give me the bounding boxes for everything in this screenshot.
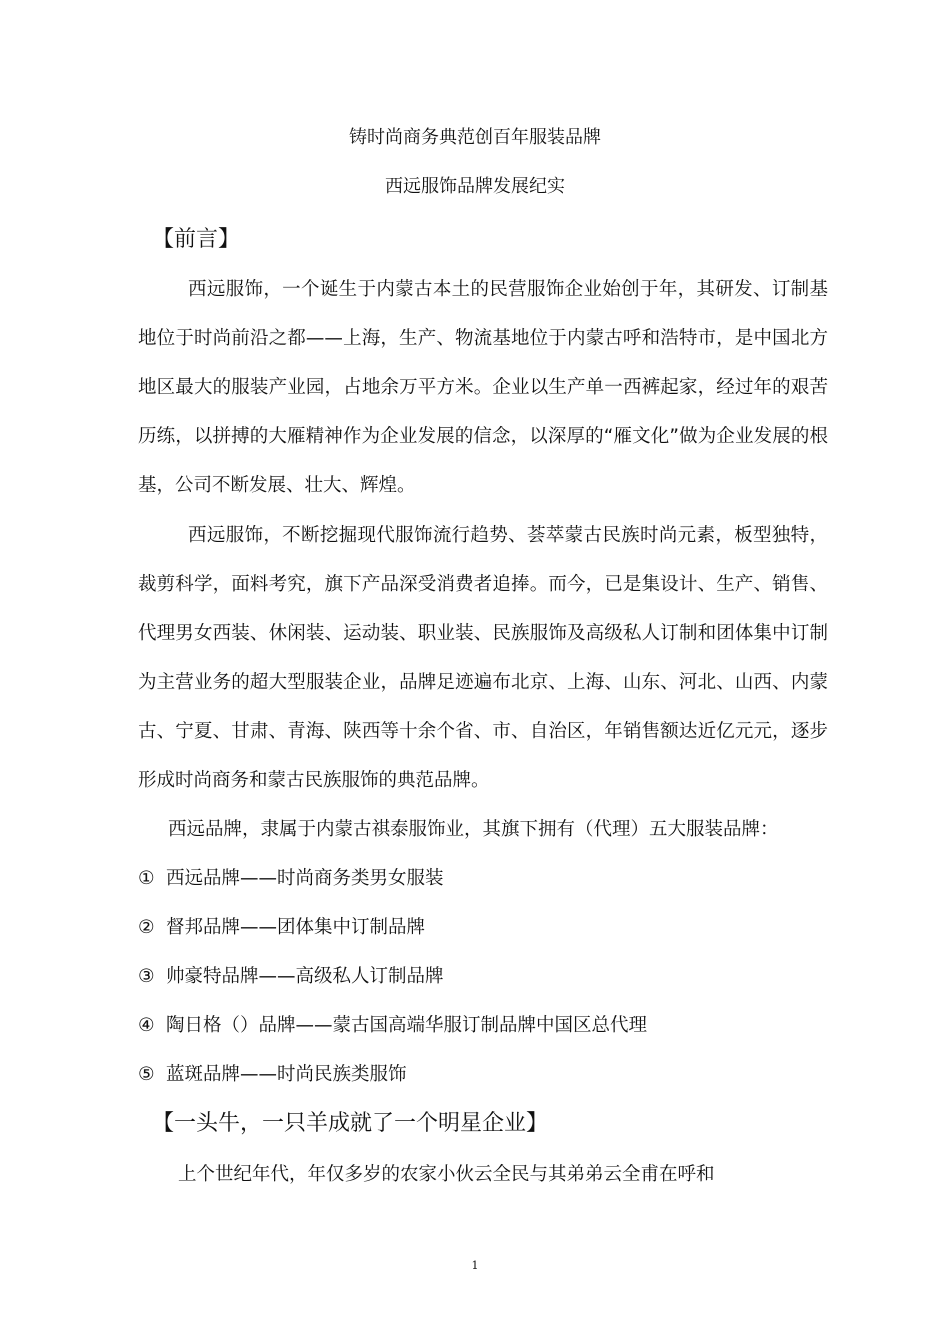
page-number: 1 (471, 1259, 479, 1272)
brand-list-item (138, 854, 828, 903)
brand-text: 帅豪特品牌——高级私人订制品牌 (166, 966, 444, 987)
brand-list (138, 854, 828, 1099)
section-heading-story: 【一头牛，一只羊成就了一个明星企业】 (152, 1111, 549, 1136)
brand-number: ⑤ (138, 1064, 155, 1085)
paragraph-history: 上个世纪年代，年仅多岁的农家小伙云全民与其弟弟云全甫在呼和 (178, 1164, 715, 1185)
document-title: 铸时尚商务典范创百年服装品牌 (349, 127, 601, 148)
paragraph-intro: 西远服饰，一个诞生于内蒙古本土的民营服饰企业始创于年，其研发、订制基地位于时尚前沿之都——上海，生产、物流基地位于内蒙古呼和浩特市，是中国北方地区最大的服装产业园，占地余万平方米。企业以生产单一西裤起家，经过年的艰苦历练，以拼搏的大雁精神作为企业发展的信念，以深厚的“雁文化”做为企业发展的根基，公司不断发展、壮大、辉煌。 (138, 279, 828, 496)
brand-text: 督邦品牌——团体集中订制品牌 (166, 917, 426, 938)
brand-text: 陶日格（）品牌——蒙古国高端华服订制品牌中国区总代理 (166, 1015, 648, 1036)
paragraph-brand-ownership: 西远品牌，隶属于内蒙古祺泰服饰业，其旗下拥有（代理）五大服装品牌： (168, 819, 779, 840)
brand-list-item (138, 903, 828, 952)
brand-number: ③ (138, 966, 155, 987)
section-heading-preface: 【前言】 (152, 227, 241, 252)
paragraph-products: 西远服饰，不断挖掘现代服饰流行趋势、荟萃蒙古民族时尚元素，板型独特，裁剪科学，面料考究，旗下产品深受消费者追捧。而今，已是集设计、生产、销售、代理男女西装、休闲装、运动装、职业装、民族服饰及高级私人订制和团体集中订制为主营业务的超大型服装企业，品牌足迹遍布北京、上海、山东、河北、山西、内蒙古、宁夏、甘肃、青海、陕西等十余个省、市、自治区，年销售额达近亿元元，逐步形成时尚商务和蒙古民族服饰的典范品牌。 (138, 525, 828, 791)
brand-number: ② (138, 917, 155, 938)
brand-list-item (138, 952, 828, 1001)
brand-number: ① (138, 868, 155, 889)
brand-text: 蓝斑品牌——时尚民族类服饰 (166, 1064, 407, 1085)
brand-list-item (138, 1050, 828, 1099)
document-subtitle: 西远服饰品牌发展纪实 (385, 176, 565, 197)
brand-text: 西远品牌——时尚商务类男女服装 (166, 868, 444, 889)
brand-list-item (138, 1001, 828, 1050)
brand-number: ④ (138, 1015, 155, 1036)
